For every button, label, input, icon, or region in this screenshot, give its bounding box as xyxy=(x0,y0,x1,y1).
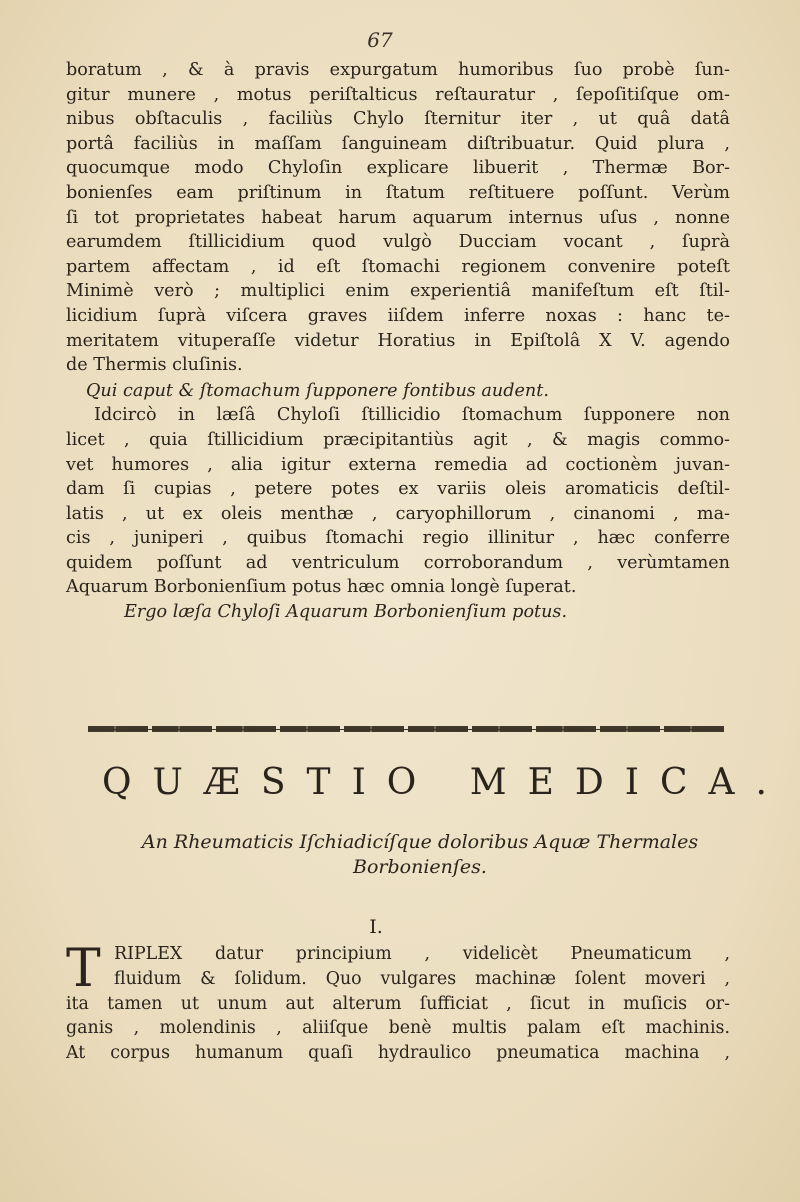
horace-quote: Qui caput & ſtomachum ſupponere fontibus audent. xyxy=(86,380,549,401)
main-text-block xyxy=(66,58,730,625)
text-line: dam ſi cupias , petere potes ex variis oleis aromaticis deſtil- xyxy=(66,479,730,500)
text-line: Minimè verò ; multiplici enim experientiâ manifeſtum eſt ſtil- xyxy=(66,281,730,302)
text-line: gitur munere , motus periſtalticus reſtauratur , ſepoſitiſque om- xyxy=(66,84,730,105)
question-subtitle xyxy=(90,830,750,880)
text-line: bonienſes eam priſtinum in ſtatum reſtituere poſſunt. Verùm xyxy=(66,182,730,203)
text-line: Idcircò in læſâ Chyloſi ſtillicidio ſtomachum ſupponere non xyxy=(94,405,730,426)
text-line: quidem poſſunt ad ventriculum corroborandum , verùmtamen xyxy=(66,552,730,573)
text-line: quocumque modo Chyloſin explicare libuerit , Thermæ Bor- xyxy=(66,158,730,179)
text-line: portâ faciliùs in maſſam ſanguineam diſtribuatur. Quid plura , xyxy=(66,133,730,154)
text-line: meritatem vituperaſſe videtur Horatius in Epiſtolâ X V. agendo xyxy=(66,330,730,351)
text-line: cis , juniperi , quibus ſtomachi regio illinitur , hæc conferre xyxy=(66,528,730,549)
text-line: licet , quia ſtillicidium præcipitantiùs agit , & magis commo- xyxy=(66,429,730,450)
text-line: RIPLEX datur principium , videlicèt Pneumaticum , xyxy=(114,944,730,964)
text-line: partem affectam , id eſt ſtomachi regionem convenire poteſt xyxy=(66,256,730,277)
text-line: earumdem ſtillicidium quod vulgò Ducciam vocant , ſuprà xyxy=(66,232,730,253)
drop-capital: T xyxy=(66,939,101,999)
text-line: licidium ſuprà viſcera graves iiſdem inferre noxas : hanc te- xyxy=(66,305,730,326)
text-line: vet humores , alia igitur externa remedia ad coctionèm juvan- xyxy=(66,454,730,475)
text-line: de Thermis cluſinis. xyxy=(66,355,243,376)
section-number: I. xyxy=(369,916,383,938)
text-line: nibus obſtaculis , faciliùs Chylo ſternitur iter , ut quâ datâ xyxy=(66,109,730,130)
text-line: boratum , & à pravis expurgatum humoribus ſuo probè ſun- xyxy=(66,60,730,80)
text-line: ita tamen ut unum aut alterum ſufficiat , ſicut in muſicis or- xyxy=(66,993,730,1014)
section-divider-line xyxy=(88,729,724,730)
section-text-block xyxy=(66,939,730,1066)
text-line: ganis , molendinis , aliiſque benè multis palam eſt machinis. xyxy=(66,1018,730,1039)
text-line: Aquarum Borbonienſium potus hæc omnia longè ſuperat. xyxy=(66,577,577,598)
text-line: fluidum & ſolidum. Quo vulgares machinæ ſolent moveri , xyxy=(114,968,730,989)
subtitle-line: Borbonienſes. xyxy=(353,856,487,878)
text-line: At corpus humanum quaſi hydraulico pneumatica machina , xyxy=(66,1043,730,1064)
subtitle-line: An Rheumaticis Iſchiadicíſque doloribus Aquæ Thermales xyxy=(141,831,699,853)
text-line: ſi tot proprietates habeat harum aquarum internus uſus , nonne xyxy=(66,207,730,228)
conclusion-line: Ergo læſa Chyloſi Aquarum Borbonienſium potus. xyxy=(124,602,568,623)
text-line: latis , ut ex oleis menthæ , caryophillorum , cinanomi , ma- xyxy=(66,503,730,524)
section-heading: QUÆSTIO MEDICA. xyxy=(102,762,788,803)
page-number: 67 xyxy=(367,28,393,52)
